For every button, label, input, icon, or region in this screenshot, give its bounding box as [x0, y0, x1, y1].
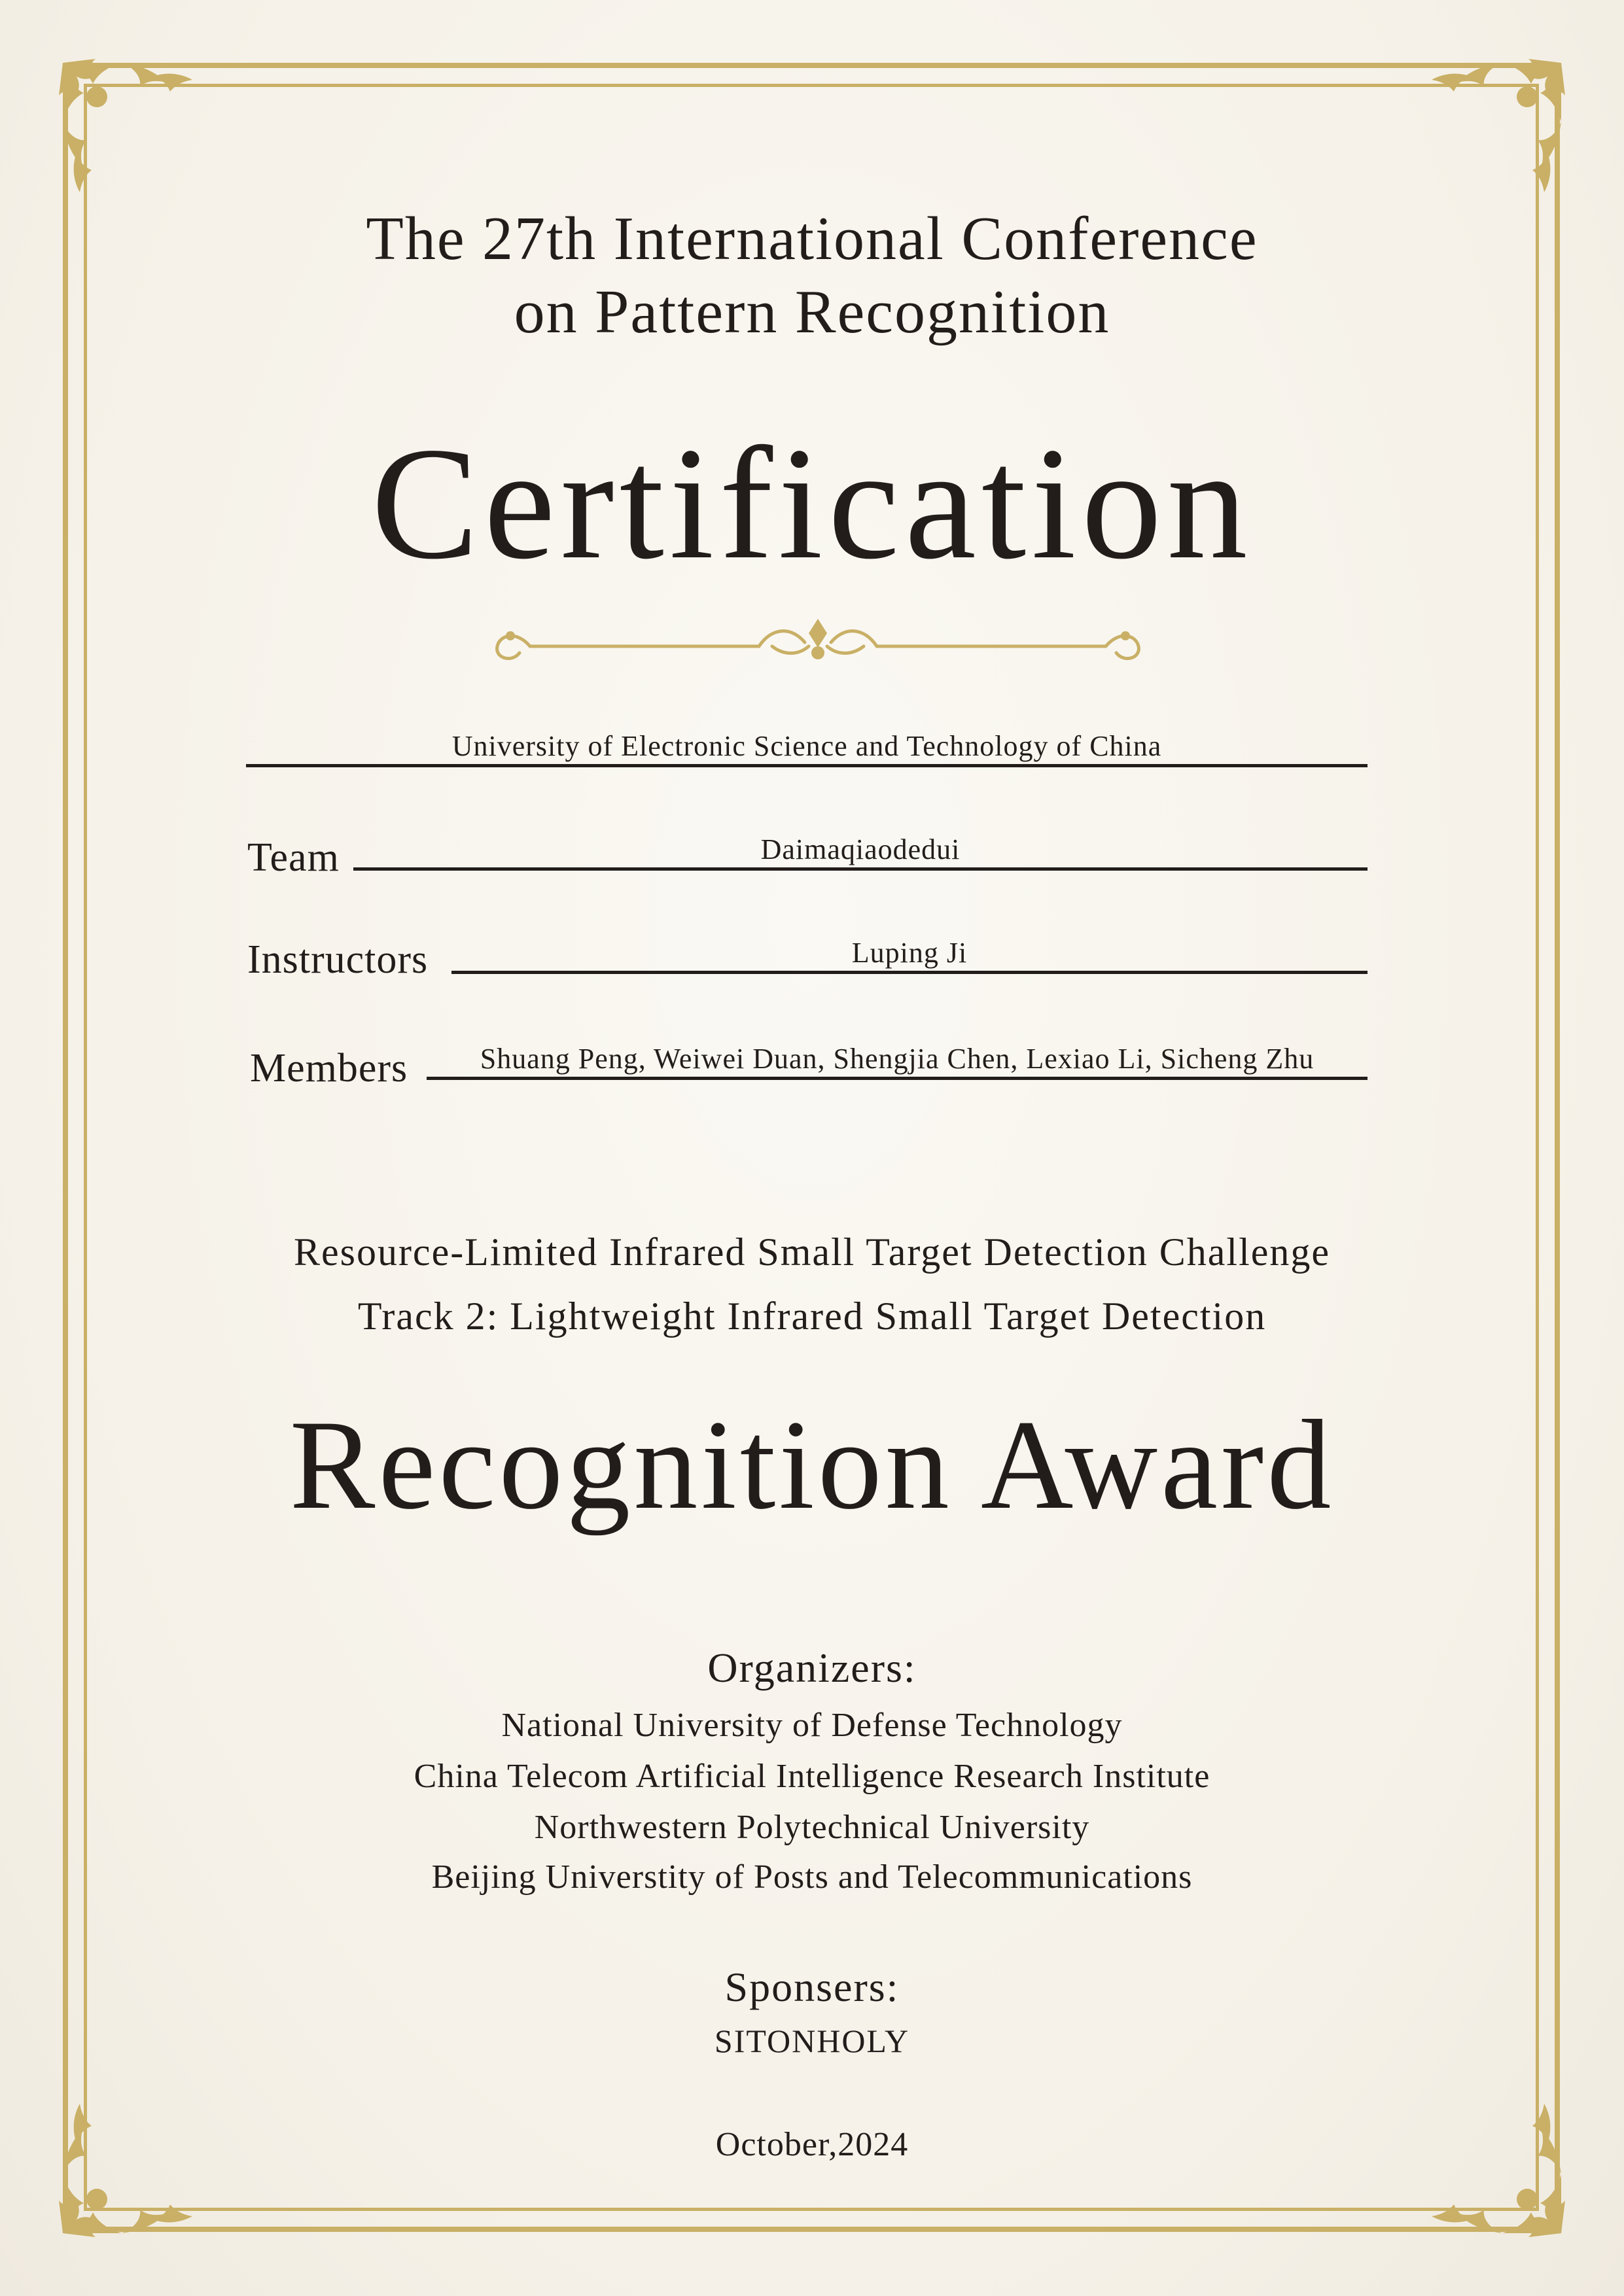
team-label: Team [247, 835, 340, 880]
organizer-item: Beijing Universtity of Posts and Telecommunications [431, 1858, 1193, 1896]
challenge-name: Resource-Limited Infrared Small Target Detection Challenge [293, 1230, 1331, 1274]
conference-title-line-1: The 27th International Conference [366, 205, 1258, 273]
instructors-underline [451, 971, 1368, 974]
team-value: Daimaqiaodedui [760, 833, 961, 865]
members-value: Shuang Peng, Weiwei Duan, Shengjia Chen, Lexiao Li, Sicheng Zhu [480, 1043, 1315, 1075]
conference-title-line-2: on Pattern Recognition [514, 278, 1110, 346]
sponsor-name: SITONHOLY [714, 2023, 910, 2059]
instructors-value: Luping Ji [851, 937, 968, 969]
certificate-date: October,2024 [715, 2126, 909, 2163]
members-label: Members [250, 1046, 408, 1090]
challenge-track: Track 2: Lightweight Infrared Small Target Detection [357, 1295, 1267, 1338]
organizer-item: National University of Defense Technology [501, 1707, 1123, 1744]
team-underline [353, 867, 1368, 871]
organizer-item: Northwestern Polytechnical University [534, 1809, 1090, 1846]
members-underline [427, 1077, 1368, 1080]
corner-ornament-icon [1424, 2096, 1568, 2240]
institution-underline [246, 764, 1368, 767]
organizer-item: China Telecom Artificial Intelligence Research Institute [414, 1758, 1210, 1795]
sponsors-heading: Sponsers: [724, 1964, 900, 2010]
instructors-label: Instructors [247, 937, 429, 982]
corner-ornament-icon [56, 2096, 200, 2240]
organizers-heading: Organizers: [707, 1644, 917, 1691]
corner-ornament-icon [56, 56, 200, 200]
flourish-divider-icon [484, 616, 1152, 669]
corner-ornament-icon [1424, 56, 1568, 200]
award-title: Recognition Award [289, 1394, 1335, 1536]
institution-name: University of Electronic Science and Technology of China [451, 730, 1162, 762]
certificate-title: Certification [371, 415, 1253, 593]
